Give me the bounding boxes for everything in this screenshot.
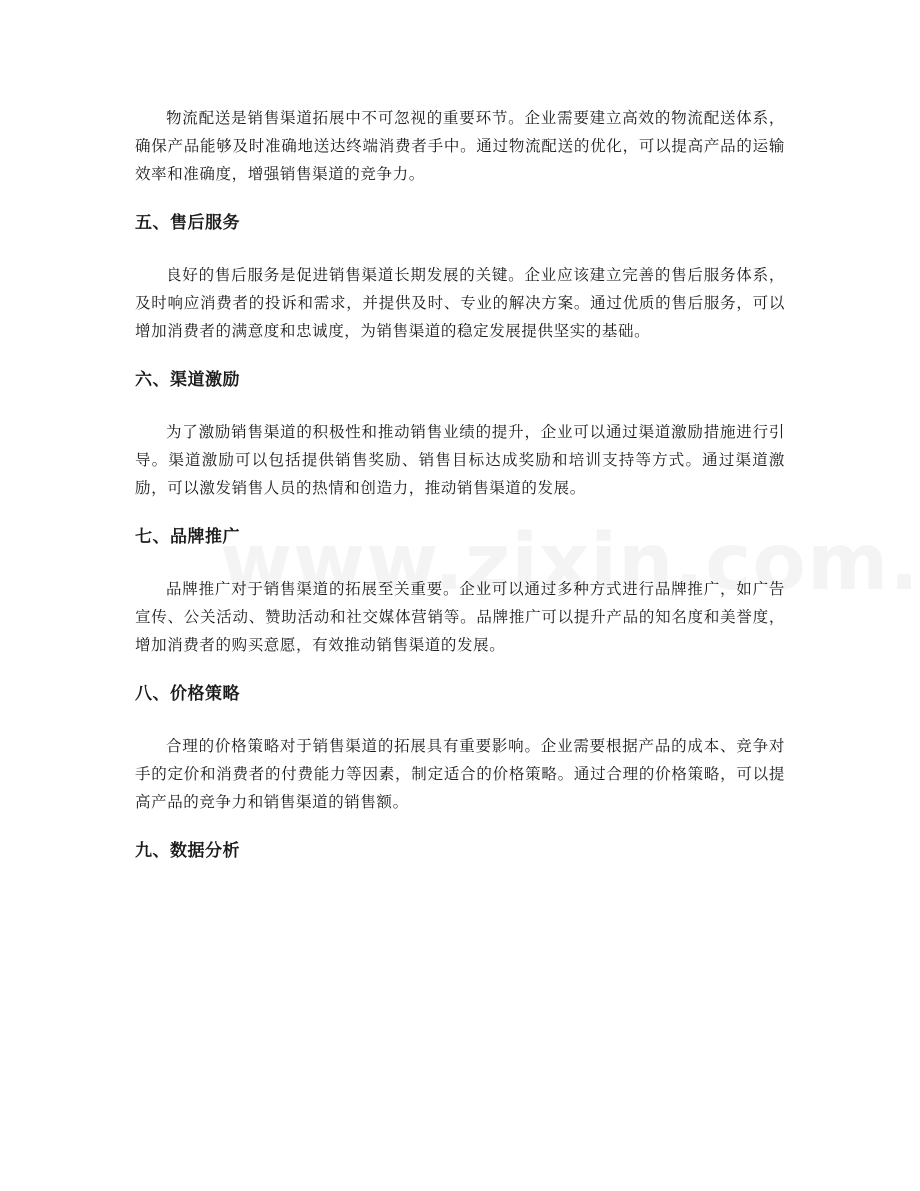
paragraph-brand-promotion: 品牌推广对于销售渠道的拓展至关重要。企业可以通过多种方式进行品牌推广，如广告宣传、公关活动、赞助活动和社交媒体营销等。品牌推广可以提升产品的知名度和美誉度，增加消费者的购买意愿，有效推动销售渠道的发展。 bbox=[135, 580, 785, 654]
section-heading-channel-incentive: 六、渠道激励 bbox=[135, 370, 240, 390]
paragraph-logistics: 物流配送是销售渠道拓展中不可忽视的重要环节。企业需要建立高效的物流配送体系，确保产品能够及时准确地送达终端消费者手中。通过物流配送的优化，可以提高产品的运输效率和准确度，增强销售渠道的竞争力。 bbox=[135, 109, 785, 183]
document-body bbox=[135, 104, 785, 865]
paragraph-pricing-strategy: 合理的价格策略对于销售渠道的拓展具有重要影响。企业需要根据产品的成本、竞争对手的定价和消费者的付费能力等因素，制定适合的价格策略。通过合理的价格策略，可以提高产品的竞争力和销售渠道的销售额。 bbox=[135, 737, 785, 811]
section-heading-after-sales: 五、售后服务 bbox=[135, 213, 240, 233]
section-heading-pricing-strategy: 八、价格策略 bbox=[135, 684, 240, 704]
paragraph-channel-incentive: 为了激励销售渠道的积极性和推动销售业绩的提升，企业可以通过渠道激励措施进行引导。渠道激励可以包括提供销售奖励、销售目标达成奖励和培训支持等方式。通过渠道激励，可以激发销售人员的热情和创造力，推动销售渠道的发展。 bbox=[135, 423, 785, 497]
paragraph-after-sales: 良好的售后服务是促进销售渠道长期发展的关键。企业应该建立完善的售后服务体系，及时响应消费者的投诉和需求，并提供及时、专业的解决方案。通过优质的售后服务，可以增加消费者的满意度和忠诚度，为销售渠道的稳定发展提供坚实的基础。 bbox=[135, 266, 785, 340]
section-heading-brand-promotion: 七、品牌推广 bbox=[135, 527, 240, 547]
section-heading-data-analysis: 九、数据分析 bbox=[135, 841, 240, 861]
